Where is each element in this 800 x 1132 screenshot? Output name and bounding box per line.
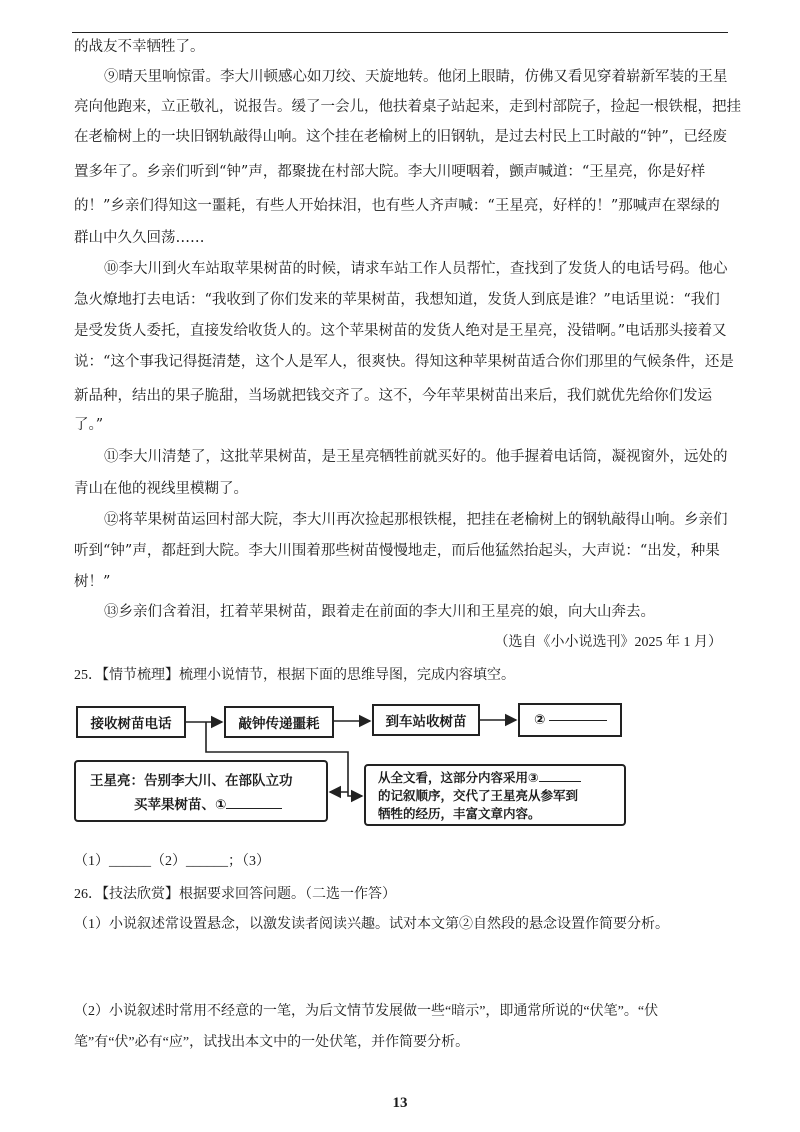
q26-part2-line2: 笔”有“伏”必有“应”，试找出本文中的一处伏笔，并作简要分析。 bbox=[74, 1035, 470, 1050]
story-line: 青山在他的视线里模糊了。 bbox=[74, 481, 248, 497]
story-line: 树！” bbox=[74, 574, 111, 590]
story-line: 置多年了。乡亲们听到“钟”声，都聚拢在村部大院。李大川哽咽着，颤声喊道：“王星亮，你是好样 bbox=[74, 164, 706, 180]
order-line-1: 从全文看，这部分内容采用③ bbox=[378, 770, 539, 785]
page-number: 13 bbox=[392, 1095, 408, 1111]
story-line: 是受发货人委托，直接发给收货人的。这个苹果树苗的发货人绝对是王星亮，没错啊。”电话那头接着又 bbox=[74, 323, 727, 339]
box-ring-bell-label: 敲钟传递噩耗 bbox=[238, 716, 320, 732]
q26-part2-line1: （2）小说叙述时常用不经意的一笔，为后文情节发展做一些“暗示”，即通常所说的“伏笔”。“伏 bbox=[74, 1004, 659, 1019]
paragraph-9: ⑨晴天里响惊雷。李大川顿感心如刀绞、天旋地转。他闭上眼睛，仿佛又看见穿着崭新军装的王星 bbox=[104, 69, 728, 85]
story-line: 的战友不幸牺牲了。 bbox=[74, 39, 205, 55]
q25-answers: （1）______（2）______；（3） bbox=[74, 854, 270, 869]
box-receive-call-label: 接收树苗电话 bbox=[90, 716, 172, 732]
story-line: 急火燎地打去电话：“我收到了你们发来的苹果树苗，我想知道，发货人到底是谁？”电话里说：“我们 bbox=[74, 292, 720, 308]
story-line: 说：“这个事我记得挺清楚，这个人是军人，很爽快。得知这种苹果树苗适合你们那里的气候条件，还是 bbox=[74, 354, 734, 370]
order-line-2: 的记叙顺序，交代了王星亮从参军到 bbox=[378, 788, 579, 803]
q26-part1: （1）小说叙述常设置悬念，以激发读者阅读兴趣。试对本文第②自然段的悬念设置作简要分析。 bbox=[74, 917, 669, 932]
paragraph-11: ⑪李大川清楚了，这批苹果树苗，是王星亮牺牲前就买好的。他手握着电话筒，凝视窗外，远处的 bbox=[104, 449, 728, 465]
story-line: 新品种，结出的果子脆甜，当场就把钱交齐了。这不，今年苹果树苗出来后，我们就优先给你们发运 bbox=[74, 388, 712, 404]
paragraph-12: ⑫将苹果树苗运回村部大院，李大川再次捡起那根铁棍，把挂在老榆树上的钢轨敲得山响。乡亲们 bbox=[104, 512, 728, 528]
box-blank-2-label: ② bbox=[534, 712, 546, 728]
box-collect-saplings-label: 到车站收树苗 bbox=[385, 714, 467, 730]
story-line: 在老榆树上的一块旧钢轨敲得山响。这个挂在老榆树上的旧钢轨，是过去村民上工时敲的“钟”，已经废 bbox=[74, 129, 727, 145]
arrow-to-narrative-box bbox=[206, 722, 362, 796]
story-line: 群山中久久回荡…… bbox=[74, 230, 205, 246]
wang-line-2: 买苹果树苗、① bbox=[134, 797, 227, 813]
q26-stem: 26．【技法欣赏】根据要求回答问题。（二选一作答） bbox=[74, 887, 396, 902]
order-line-3: 牺牲的经历，丰富文章内容。 bbox=[378, 806, 541, 821]
story-line: 亮向他跑来，立正敬礼，说报告。缓了一会儿，他扶着桌子站起来，走到村部院子，捡起一根铁棍，把挂 bbox=[74, 99, 741, 115]
q25-stem: 25．【情节梳理】梳理小说情节，根据下面的思维导图，完成内容填空。 bbox=[74, 668, 515, 683]
story-line: 听到“钟”声，都赶到大院。李大川围着那些树苗慢慢地走，而后他猛然抬起头，大声说：“出发，种果 bbox=[74, 543, 720, 559]
paragraph-13: ⑬乡亲们含着泪，扛着苹果树苗，跟着走在前面的李大川和王星亮的娘，向大山奔去。 bbox=[104, 604, 655, 620]
story-source: （选自《小小说选刊》2025 年 1 月） bbox=[494, 635, 722, 650]
story-line: 的！”乡亲们得知这一噩耗，有些人开始抹泪，也有些人齐声喊：“王星亮，好样的！”那喊声在翠绿的 bbox=[74, 198, 720, 214]
paragraph-10: ⑩李大川到火车站取苹果树苗的时候，请求车站工作人员帮忙，查找到了发货人的电话号码。他心 bbox=[104, 261, 728, 277]
wang-line-1: 王星亮：告别李大川、在部队立功 bbox=[90, 773, 293, 789]
story-line: 了。” bbox=[74, 417, 104, 433]
